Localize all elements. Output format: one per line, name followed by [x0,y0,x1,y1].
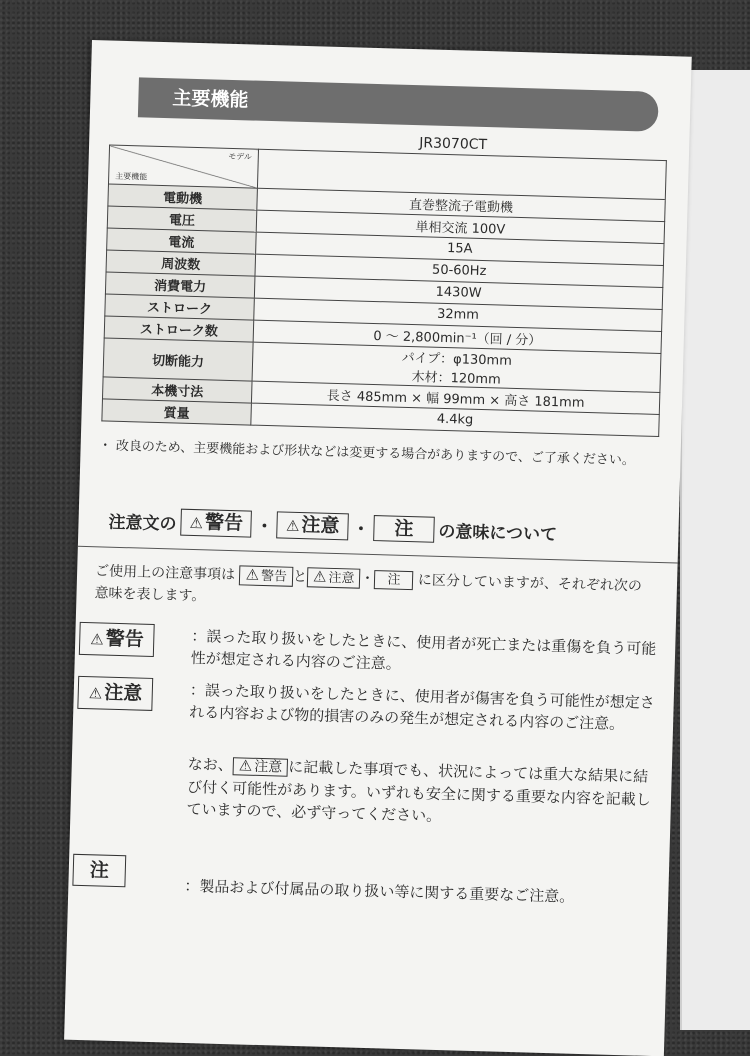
caution-box-small: ⚠注意 [307,567,361,588]
table-corner [108,145,258,188]
warning-triangle-icon: ⚠ [90,630,104,649]
model-code: JR3070CT [419,135,488,154]
warning-box: ⚠警告 [180,509,252,538]
caution-extra: なお、 ⚠注意 に記載した事項でも、状況によっては重大な結果に結び付く可能性があります。いずれも安全に関する重要な内容を記載していますので、必ず守ってください。 [186,754,652,826]
table-row: 本機寸法 長さ 485mm × 幅 99mm × 高さ 181mm [102,377,659,415]
caution-definition: ⚠注意 ：誤った取り扱いをしたときに、使用者が傷害を負う可能性が想定される内容および物的損害のみの発生が想定される内容のご注意。 なお、 ⚠注意 に記載した事項でも、状況によっては重大な結果に結び付く可能性があります。いずれも安全に関する重要な内容を記載していますので、必ず守ってください。 [74,676,674,693]
warning-triangle-icon: ⚠ [312,567,327,586]
table-row: ストローク数 0 ～ 2,800min⁻¹（回 / 分） [104,316,661,354]
section-header: 主要機能 [138,77,659,132]
warning-triangle-icon: ⚠ [238,756,253,775]
note-box-small: 注 [374,570,414,590]
warning-triangle-icon: ⚠ [189,513,204,533]
divider [78,546,678,564]
table-row: 電圧 単相交流 100V [107,206,664,244]
adjacent-page [680,70,750,1030]
table-row: 電動機 直巻整流子電動機 [108,184,665,222]
warning-definition: ⚠警告 ：誤った取り扱いをしたときに、使用者が死亡または重傷を負う可能性が想定される内容のご注意。 [76,622,676,639]
table-row: 電流 15A [107,228,664,266]
intro-text: ご使用上の注意事項は ⚠警告 と ⚠注意 ・ 注 に区分していますが、それぞれ次の意味を表します。 [94,563,643,605]
meaning-heading: 注意文の ⚠警告 ・ ⚠注意 ・ 注 の意味について [108,507,557,547]
warning-label: ⚠警告 [79,622,155,657]
caution-box: ⚠注意 [277,511,349,540]
corner-function-label: 主要機能 [115,171,148,182]
note-definition: 注 ：製品および付属品の取り扱い等に関する重要なご注意。 [69,854,669,871]
note-box: 注 [373,515,435,543]
table-row: 消費電力 1430W [105,272,662,310]
warning-triangle-icon: ⚠ [88,684,103,703]
change-notice: ・ 改良のため、主要機能および形状などは変更する場合がありますので、ご了承ください。 [98,438,636,469]
caution-inline-box: ⚠注意 [233,757,289,777]
table-row: 質量 4.4kg [102,399,659,437]
table-row: 周波数 50-60Hz [106,250,663,288]
spec-table [101,145,667,437]
warning-triangle-icon: ⚠ [245,565,260,584]
table-row: ストローク 32mm [105,294,662,332]
table-row: 切断能力 パイプ：φ130mm 木材：120mm [103,338,661,393]
caution-label: ⚠注意 [77,676,153,711]
warning-triangle-icon: ⚠ [285,516,300,535]
manual-page [64,40,692,1056]
corner-model-label: モデル [228,151,252,162]
note-label: 注 [72,854,126,887]
warning-box-small: ⚠警告 [239,565,293,586]
